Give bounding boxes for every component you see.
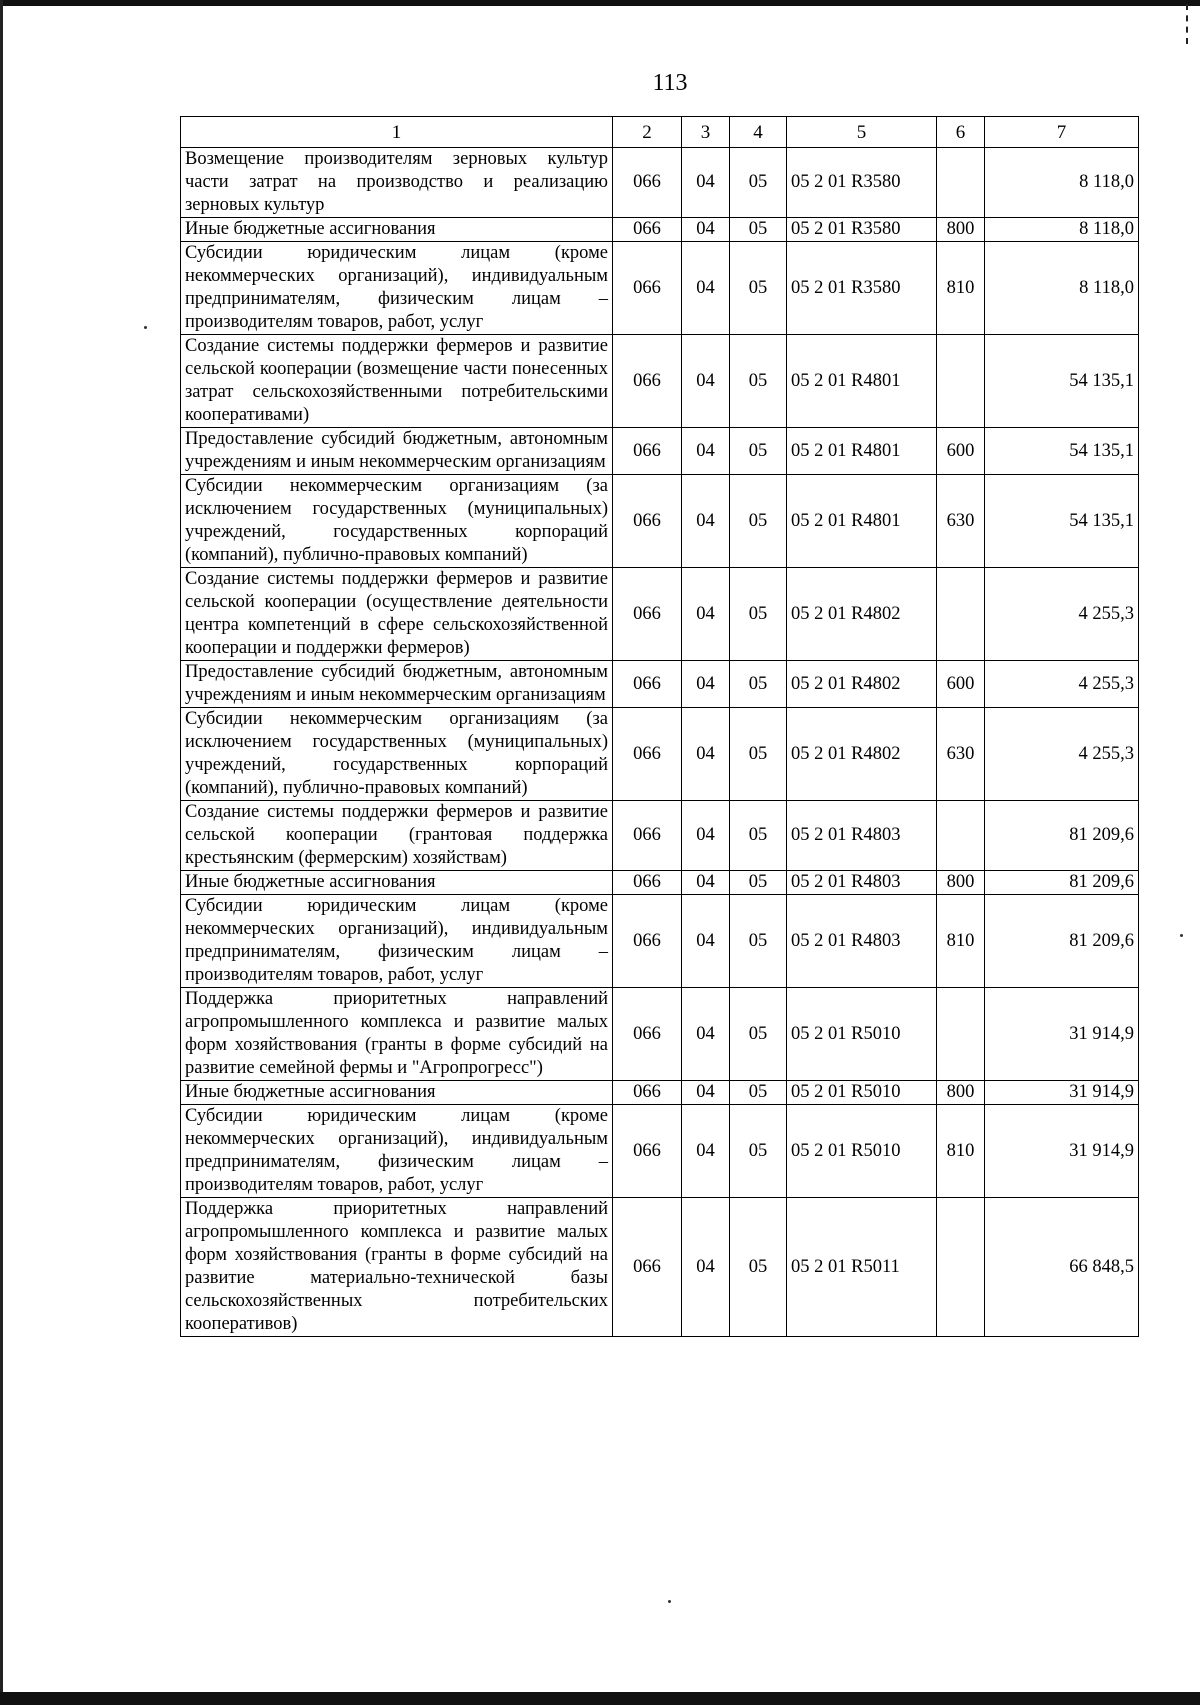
row-subsection-cell: 05: [730, 148, 787, 218]
row-grbs-cell: 066: [613, 335, 682, 428]
row-subsection-cell: 05: [730, 1081, 787, 1105]
row-name-cell: Иные бюджетные ассигнования: [181, 871, 613, 895]
row-name-cell: Создание системы поддержки фермеров и развитие сельской кооперации (грантовая поддержка крестьянским (фермерским) хозяйствам): [181, 801, 613, 871]
row-target-article-cell: 05 2 01 R4801: [787, 475, 937, 568]
row-grbs-cell: 066: [613, 708, 682, 801]
table-row: [181, 1198, 1139, 1337]
row-name-cell: Субсидии некоммерческим организациям (за исключением государственных (муниципальных) учреждений, государственных корпораций (компаний), публично-правовых компаний): [181, 708, 613, 801]
row-section-cell: 04: [682, 871, 730, 895]
row-subsection-cell: 05: [730, 242, 787, 335]
row-subsection-cell: 05: [730, 1198, 787, 1337]
row-grbs-cell: 066: [613, 661, 682, 708]
row-grbs-cell: 066: [613, 988, 682, 1081]
row-section-cell: 04: [682, 568, 730, 661]
row-expense-type-cell: 810: [937, 895, 985, 988]
row-subsection-cell: 05: [730, 801, 787, 871]
row-section-cell: 04: [682, 988, 730, 1081]
row-grbs-cell: 066: [613, 895, 682, 988]
budget-table: [180, 116, 1139, 1337]
row-name-cell: Создание системы поддержки фермеров и развитие сельской кооперации (возмещение части понесенных затрат сельскохозяйственными потребительскими кооперативами): [181, 335, 613, 428]
row-amount-cell: 31 914,9: [985, 988, 1139, 1081]
row-grbs-cell: 066: [613, 218, 682, 242]
table-row: [181, 242, 1139, 335]
row-name-cell: Иные бюджетные ассигнования: [181, 218, 613, 242]
scan-border-left: [0, 0, 3, 1705]
row-name-cell: Субсидии некоммерческим организациям (за исключением государственных (муниципальных) учреждений, государственных корпораций (компаний), публично-правовых компаний): [181, 475, 613, 568]
row-target-article-cell: 05 2 01 R5011: [787, 1198, 937, 1337]
row-section-cell: 04: [682, 428, 730, 475]
row-amount-cell: 4 255,3: [985, 661, 1139, 708]
row-grbs-cell: 066: [613, 568, 682, 661]
row-section-cell: 04: [682, 1081, 730, 1105]
row-expense-type-cell: 810: [937, 242, 985, 335]
row-target-article-cell: 05 2 01 R5010: [787, 1081, 937, 1105]
row-expense-type-cell: [937, 1198, 985, 1337]
table-row: [181, 708, 1139, 801]
row-target-article-cell: 05 2 01 R5010: [787, 988, 937, 1081]
row-expense-type-cell: 810: [937, 1105, 985, 1198]
row-amount-cell: 54 135,1: [985, 335, 1139, 428]
row-section-cell: 04: [682, 242, 730, 335]
row-name-cell: Субсидии юридическим лицам (кроме некоммерческих организаций), индивидуальным предпринимателям, физическим лицам – производителям товаров, работ, услуг: [181, 242, 613, 335]
row-expense-type-cell: 600: [937, 661, 985, 708]
table-row: [181, 335, 1139, 428]
row-amount-cell: 8 118,0: [985, 218, 1139, 242]
row-name-cell: Предоставление субсидий бюджетным, автономным учреждениям и иным некоммерческим организациям: [181, 661, 613, 708]
page-number: 113: [652, 70, 688, 96]
row-target-article-cell: 05 2 01 R4803: [787, 801, 937, 871]
scan-border-bottom: [0, 1692, 1200, 1705]
row-grbs-cell: 066: [613, 428, 682, 475]
row-amount-cell: 31 914,9: [985, 1105, 1139, 1198]
table-row: [181, 895, 1139, 988]
row-target-article-cell: 05 2 01 R4802: [787, 661, 937, 708]
row-amount-cell: 31 914,9: [985, 1081, 1139, 1105]
row-expense-type-cell: 800: [937, 218, 985, 242]
row-name-cell: Предоставление субсидий бюджетным, автономным учреждениям и иным некоммерческим организациям: [181, 428, 613, 475]
row-subsection-cell: 05: [730, 428, 787, 475]
column-header: 3: [682, 117, 730, 148]
row-subsection-cell: 05: [730, 218, 787, 242]
table-row: [181, 218, 1139, 242]
column-header: 1: [181, 117, 613, 148]
table-row: [181, 801, 1139, 871]
row-section-cell: 04: [682, 148, 730, 218]
column-header: 2: [613, 117, 682, 148]
row-subsection-cell: 05: [730, 708, 787, 801]
row-grbs-cell: 066: [613, 148, 682, 218]
row-target-article-cell: 05 2 01 R5010: [787, 1105, 937, 1198]
row-expense-type-cell: [937, 148, 985, 218]
scan-margin-mark: [1186, 4, 1191, 44]
table-row: [181, 148, 1139, 218]
row-section-cell: 04: [682, 1198, 730, 1337]
scan-speck: [1180, 934, 1183, 937]
row-grbs-cell: 066: [613, 1105, 682, 1198]
row-target-article-cell: 05 2 01 R4802: [787, 568, 937, 661]
row-section-cell: 04: [682, 801, 730, 871]
row-expense-type-cell: 630: [937, 708, 985, 801]
row-name-cell: Возмещение производителям зерновых культур части затрат на производство и реализацию зерновых культур: [181, 148, 613, 218]
column-header: 4: [730, 117, 787, 148]
column-header: 7: [985, 117, 1139, 148]
row-grbs-cell: 066: [613, 801, 682, 871]
row-target-article-cell: 05 2 01 R4801: [787, 335, 937, 428]
row-subsection-cell: 05: [730, 871, 787, 895]
row-amount-cell: 66 848,5: [985, 1198, 1139, 1337]
row-section-cell: 04: [682, 335, 730, 428]
column-header: 5: [787, 117, 937, 148]
row-subsection-cell: 05: [730, 988, 787, 1081]
row-expense-type-cell: 800: [937, 1081, 985, 1105]
scan-speck: [668, 1600, 671, 1603]
row-section-cell: 04: [682, 475, 730, 568]
row-target-article-cell: 05 2 01 R4802: [787, 708, 937, 801]
table-row: [181, 661, 1139, 708]
row-amount-cell: 4 255,3: [985, 708, 1139, 801]
table-row: [181, 475, 1139, 568]
row-target-article-cell: 05 2 01 R3580: [787, 148, 937, 218]
row-name-cell: Поддержка приоритетных направлений агропромышленного комплекса и развитие малых форм хозяйствования (гранты в форме субсидий на развитие семейной фермы и "Агропрогресс"): [181, 988, 613, 1081]
row-amount-cell: 81 209,6: [985, 801, 1139, 871]
row-section-cell: 04: [682, 661, 730, 708]
row-expense-type-cell: 630: [937, 475, 985, 568]
row-section-cell: 04: [682, 708, 730, 801]
row-grbs-cell: 066: [613, 1081, 682, 1105]
row-amount-cell: 81 209,6: [985, 871, 1139, 895]
row-name-cell: Создание системы поддержки фермеров и развитие сельской кооперации (осуществление деятельности центра компетенций в сфере сельскохозяйственной кооперации и поддержки фермеров): [181, 568, 613, 661]
row-section-cell: 04: [682, 218, 730, 242]
row-amount-cell: 54 135,1: [985, 428, 1139, 475]
table-row: [181, 871, 1139, 895]
table-header-row: [181, 117, 1139, 148]
row-amount-cell: 4 255,3: [985, 568, 1139, 661]
row-grbs-cell: 066: [613, 1198, 682, 1337]
row-grbs-cell: 066: [613, 871, 682, 895]
row-section-cell: 04: [682, 1105, 730, 1198]
row-amount-cell: 8 118,0: [985, 148, 1139, 218]
row-expense-type-cell: 800: [937, 871, 985, 895]
row-target-article-cell: 05 2 01 R4801: [787, 428, 937, 475]
row-target-article-cell: 05 2 01 R3580: [787, 242, 937, 335]
row-subsection-cell: 05: [730, 475, 787, 568]
table-row: [181, 1105, 1139, 1198]
row-subsection-cell: 05: [730, 661, 787, 708]
row-target-article-cell: 05 2 01 R4803: [787, 871, 937, 895]
column-header: 6: [937, 117, 985, 148]
table-row: [181, 428, 1139, 475]
row-amount-cell: 8 118,0: [985, 242, 1139, 335]
row-expense-type-cell: 600: [937, 428, 985, 475]
row-expense-type-cell: [937, 568, 985, 661]
row-amount-cell: 81 209,6: [985, 895, 1139, 988]
table-row: [181, 988, 1139, 1081]
row-target-article-cell: 05 2 01 R3580: [787, 218, 937, 242]
row-subsection-cell: 05: [730, 568, 787, 661]
row-expense-type-cell: [937, 335, 985, 428]
row-name-cell: Субсидии юридическим лицам (кроме некоммерческих организаций), индивидуальным предпринимателям, физическим лицам – производителям товаров, работ, услуг: [181, 895, 613, 988]
row-grbs-cell: 066: [613, 475, 682, 568]
row-subsection-cell: 05: [730, 335, 787, 428]
scan-border-top: [0, 0, 1200, 6]
row-target-article-cell: 05 2 01 R4803: [787, 895, 937, 988]
page-number-container: [0, 70, 1200, 97]
row-section-cell: 04: [682, 895, 730, 988]
row-amount-cell: 54 135,1: [985, 475, 1139, 568]
table-row: [181, 568, 1139, 661]
row-grbs-cell: 066: [613, 242, 682, 335]
row-name-cell: Иные бюджетные ассигнования: [181, 1081, 613, 1105]
row-subsection-cell: 05: [730, 1105, 787, 1198]
row-name-cell: Субсидии юридическим лицам (кроме некоммерческих организаций), индивидуальным предпринимателям, физическим лицам – производителям товаров, работ, услуг: [181, 1105, 613, 1198]
table-row: [181, 1081, 1139, 1105]
row-subsection-cell: 05: [730, 895, 787, 988]
row-expense-type-cell: [937, 988, 985, 1081]
scan-speck: [144, 326, 147, 329]
row-name-cell: Поддержка приоритетных направлений агропромышленного комплекса и развитие малых форм хозяйствования (гранты в форме субсидий на развитие материально-технической базы сельскохозяйственных потребительских кооперативов): [181, 1198, 613, 1337]
row-expense-type-cell: [937, 801, 985, 871]
